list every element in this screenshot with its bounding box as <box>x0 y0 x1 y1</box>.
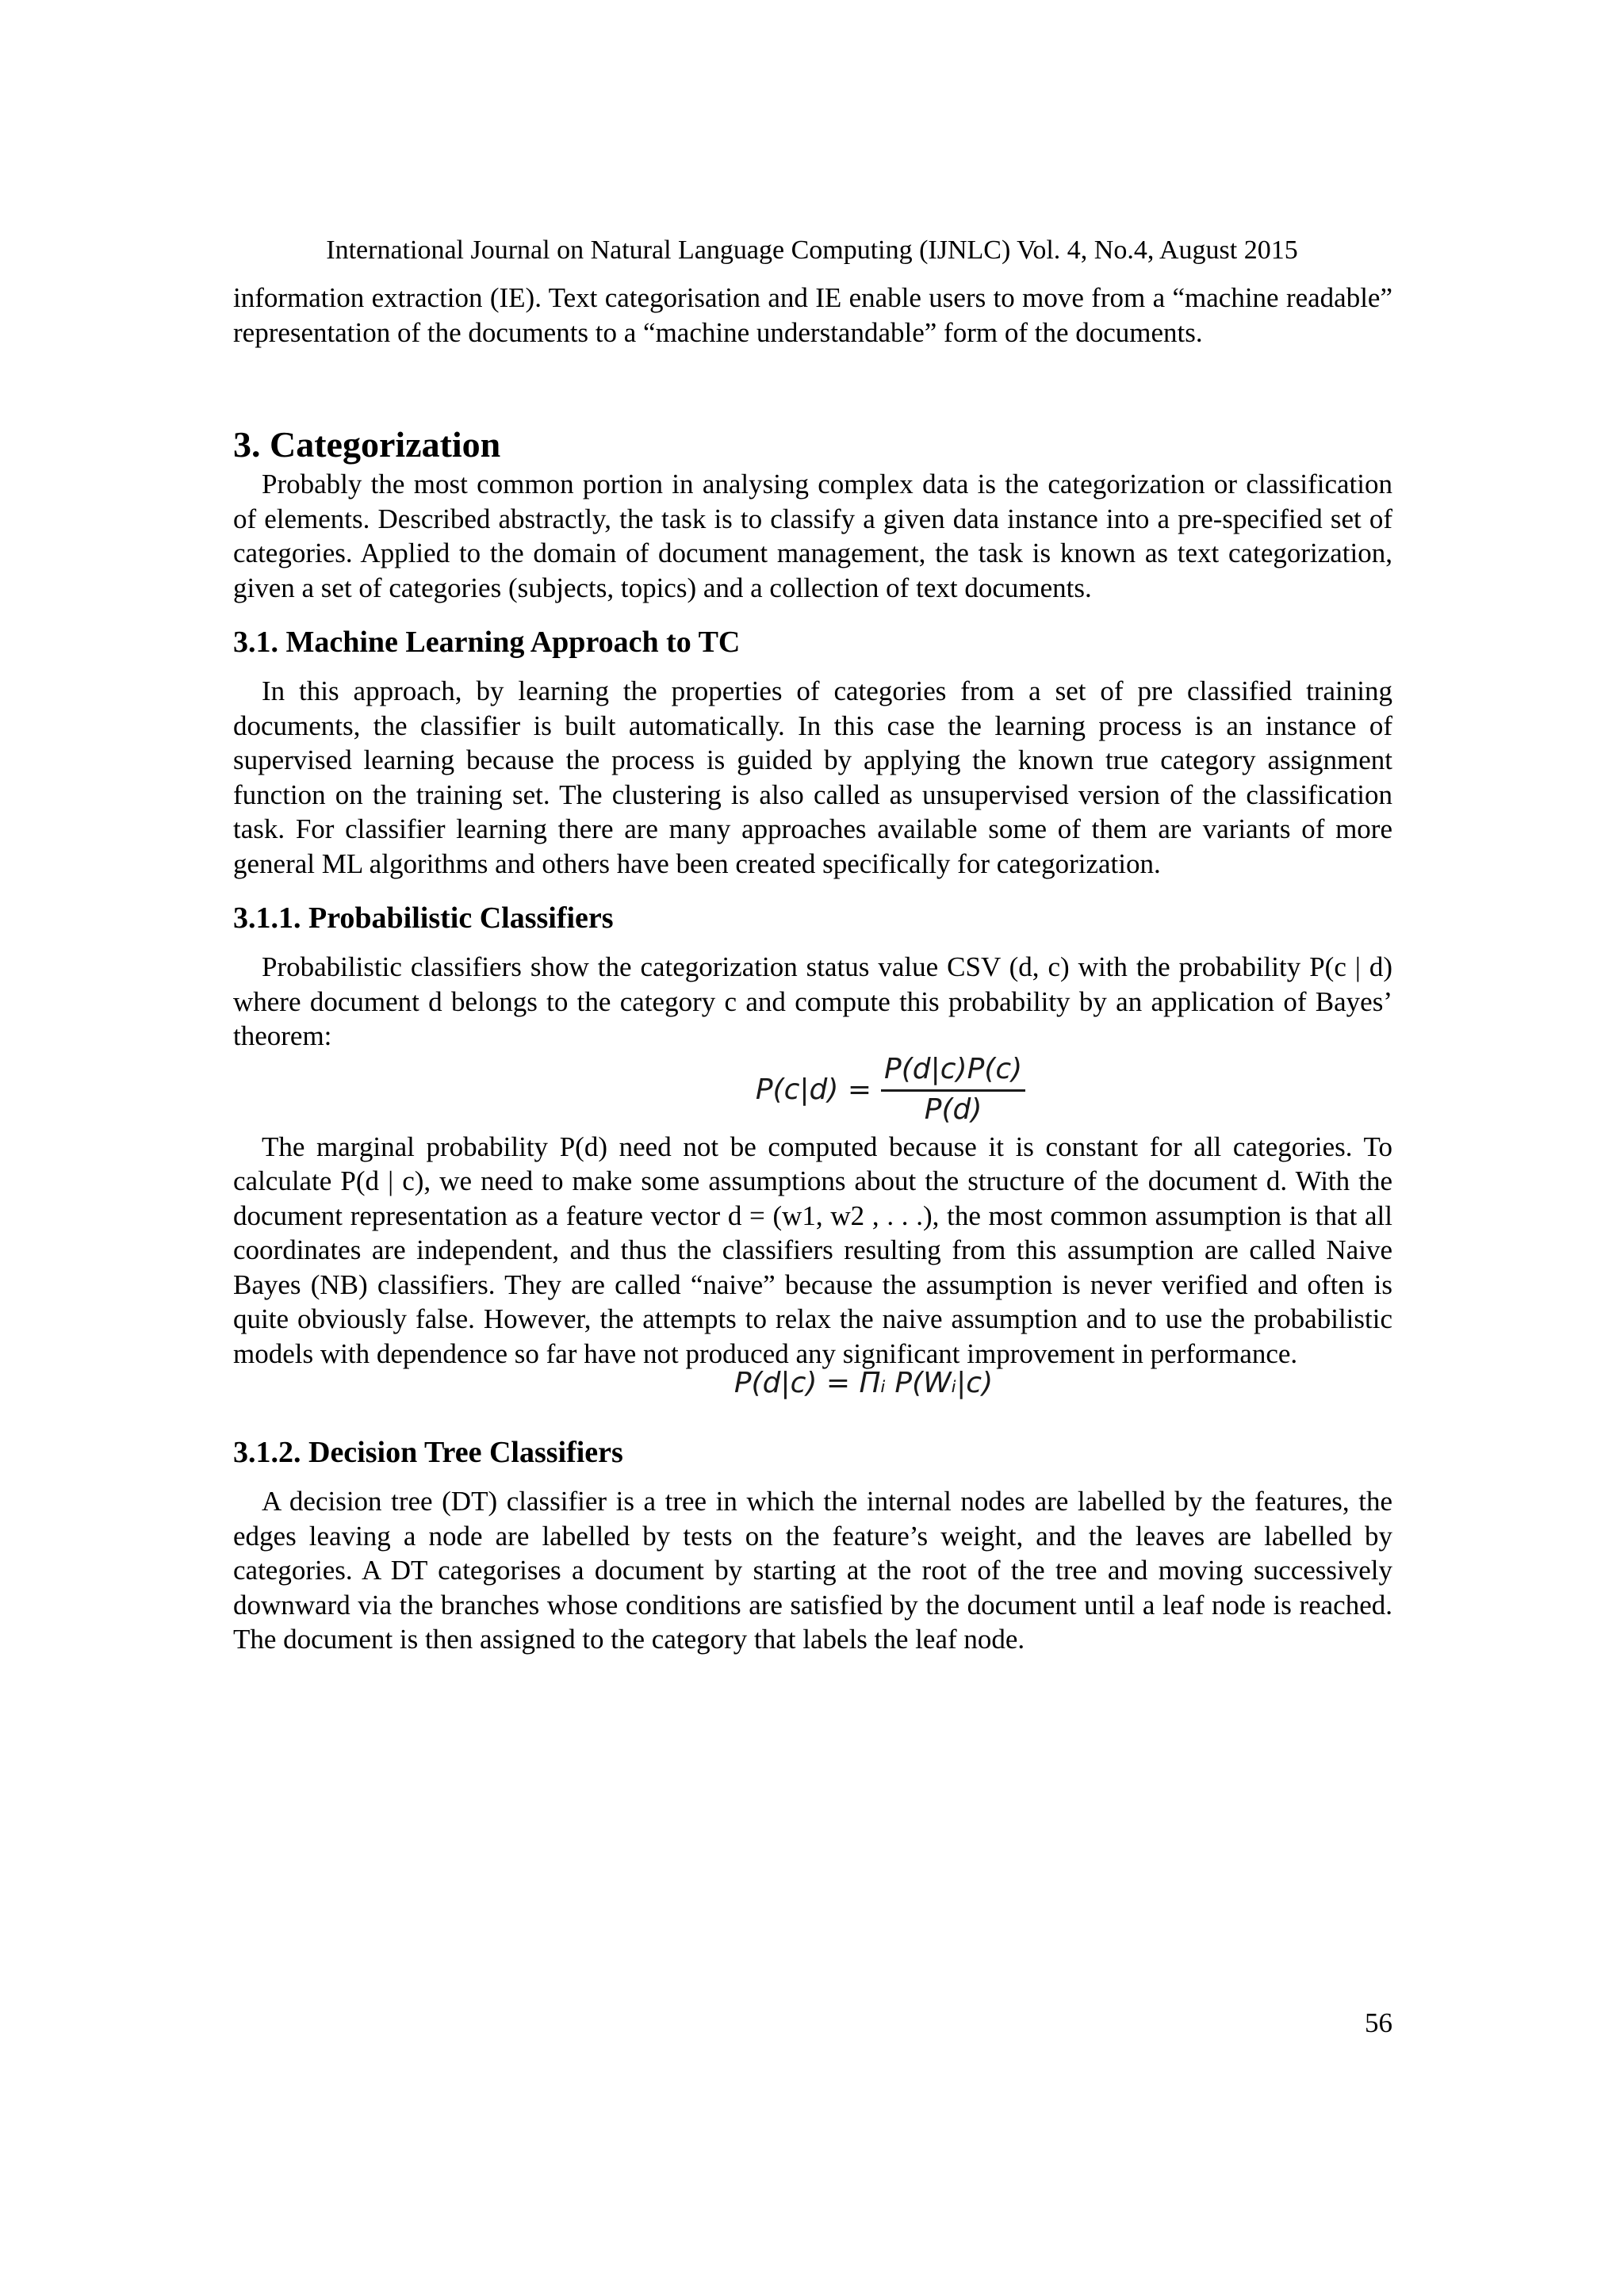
continuation-paragraph: information extraction (IE). Text categorisation and IE enable users to move from a “machine readable” representation of the documents to a “machine understandable” form of the documents. <box>233 282 1392 348</box>
bayes-equation-denominator: P(d) <box>924 1093 982 1126</box>
section-3-heading: 3. Categorization <box>233 424 501 465</box>
section-3-1-2-paragraph: A decision tree (DT) classifier is a tree in which the internal nodes are labelled by the features, the edges leaving a node are labelled by tests on the feature’s weight, and the leaves are labelled by categories. A DT categorises a document by starting at the root of the tree and moving successively downward via the branches whose conditions are satisfied by the document until a leaf node is reached. The document is then assigned to the category that labels the leaf node. <box>233 1486 1392 1655</box>
bayes-equation-numerator: P(d|c)P(c) <box>881 1053 1025 1092</box>
main-content <box>233 281 1392 1657</box>
bayes-equation <box>233 1050 1392 1130</box>
section-3-paragraph: Probably the most common portion in analysing complex data is the categorization or classification of elements. Described abstractly, the task is to classify a given data instance into a pre-specified set of categories. Applied to the domain of document management, the task is known as text categorization, given a set of categories (subjects, topics) and a collection of text documents. <box>233 469 1392 603</box>
section-3-1-paragraph: In this approach, by learning the properties of categories from a set of pre classified training documents, the classifier is built automatically. In this case the learning process is an instance of supervised learning because the process is guided by applying the known true category assignment function on the training set. The clustering is also called as unsupervised version of the classification task. For classifier learning there are many approaches available some of them are variants of more general ML algorithms and others have been created specifically for categorization. <box>233 675 1392 879</box>
bayes-equation-fraction <box>881 1053 1025 1127</box>
page-number: 56 <box>1365 2007 1392 2038</box>
section-3-1-1-paragraph-1: Probabilistic classifiers show the categorization status value CSV (d, c) with the probability P(c | d) where document d belongs to the category c and compute this probability by an application of Bayes’ theorem: <box>233 951 1392 1051</box>
section-3-1-2-heading: 3.1.2. Decision Tree Classifiers <box>233 1436 623 1469</box>
section-3-1-1-heading: 3.1.1. Probabilistic Classifiers <box>233 901 614 935</box>
naive-bayes-equation: P(d|c) = Πᵢ P(Wᵢ|c) <box>733 1367 994 1399</box>
section-3-1-heading: 3.1. Machine Learning Approach to TC <box>233 626 741 659</box>
bayes-equation-lhs: P(c|d) = <box>755 1073 871 1106</box>
section-3-1-1-paragraph-2: The marginal probability P(d) need not be computed because it is constant for all categories. To calculate P(d | c), we need to make some assumptions about the structure of the document d. With the document representation as a feature vector d = (w1, w2 , . . .), the most common assumption is that all coordinates are independent, and thus the classifiers resulting from this assumption are called Naive Bayes (NB) classifiers. They are called “naive” because the assumption is never verified and often is quite obviously false. However, the attempts to relax the naive assumption and to use the probabilistic models with dependence so far have not produced any significant improvement in performance. <box>233 1131 1392 1369</box>
running-header: International Journal on Natural Language Computing (IJNLC) Vol. 4, No.4, August 2015 <box>326 235 1298 265</box>
